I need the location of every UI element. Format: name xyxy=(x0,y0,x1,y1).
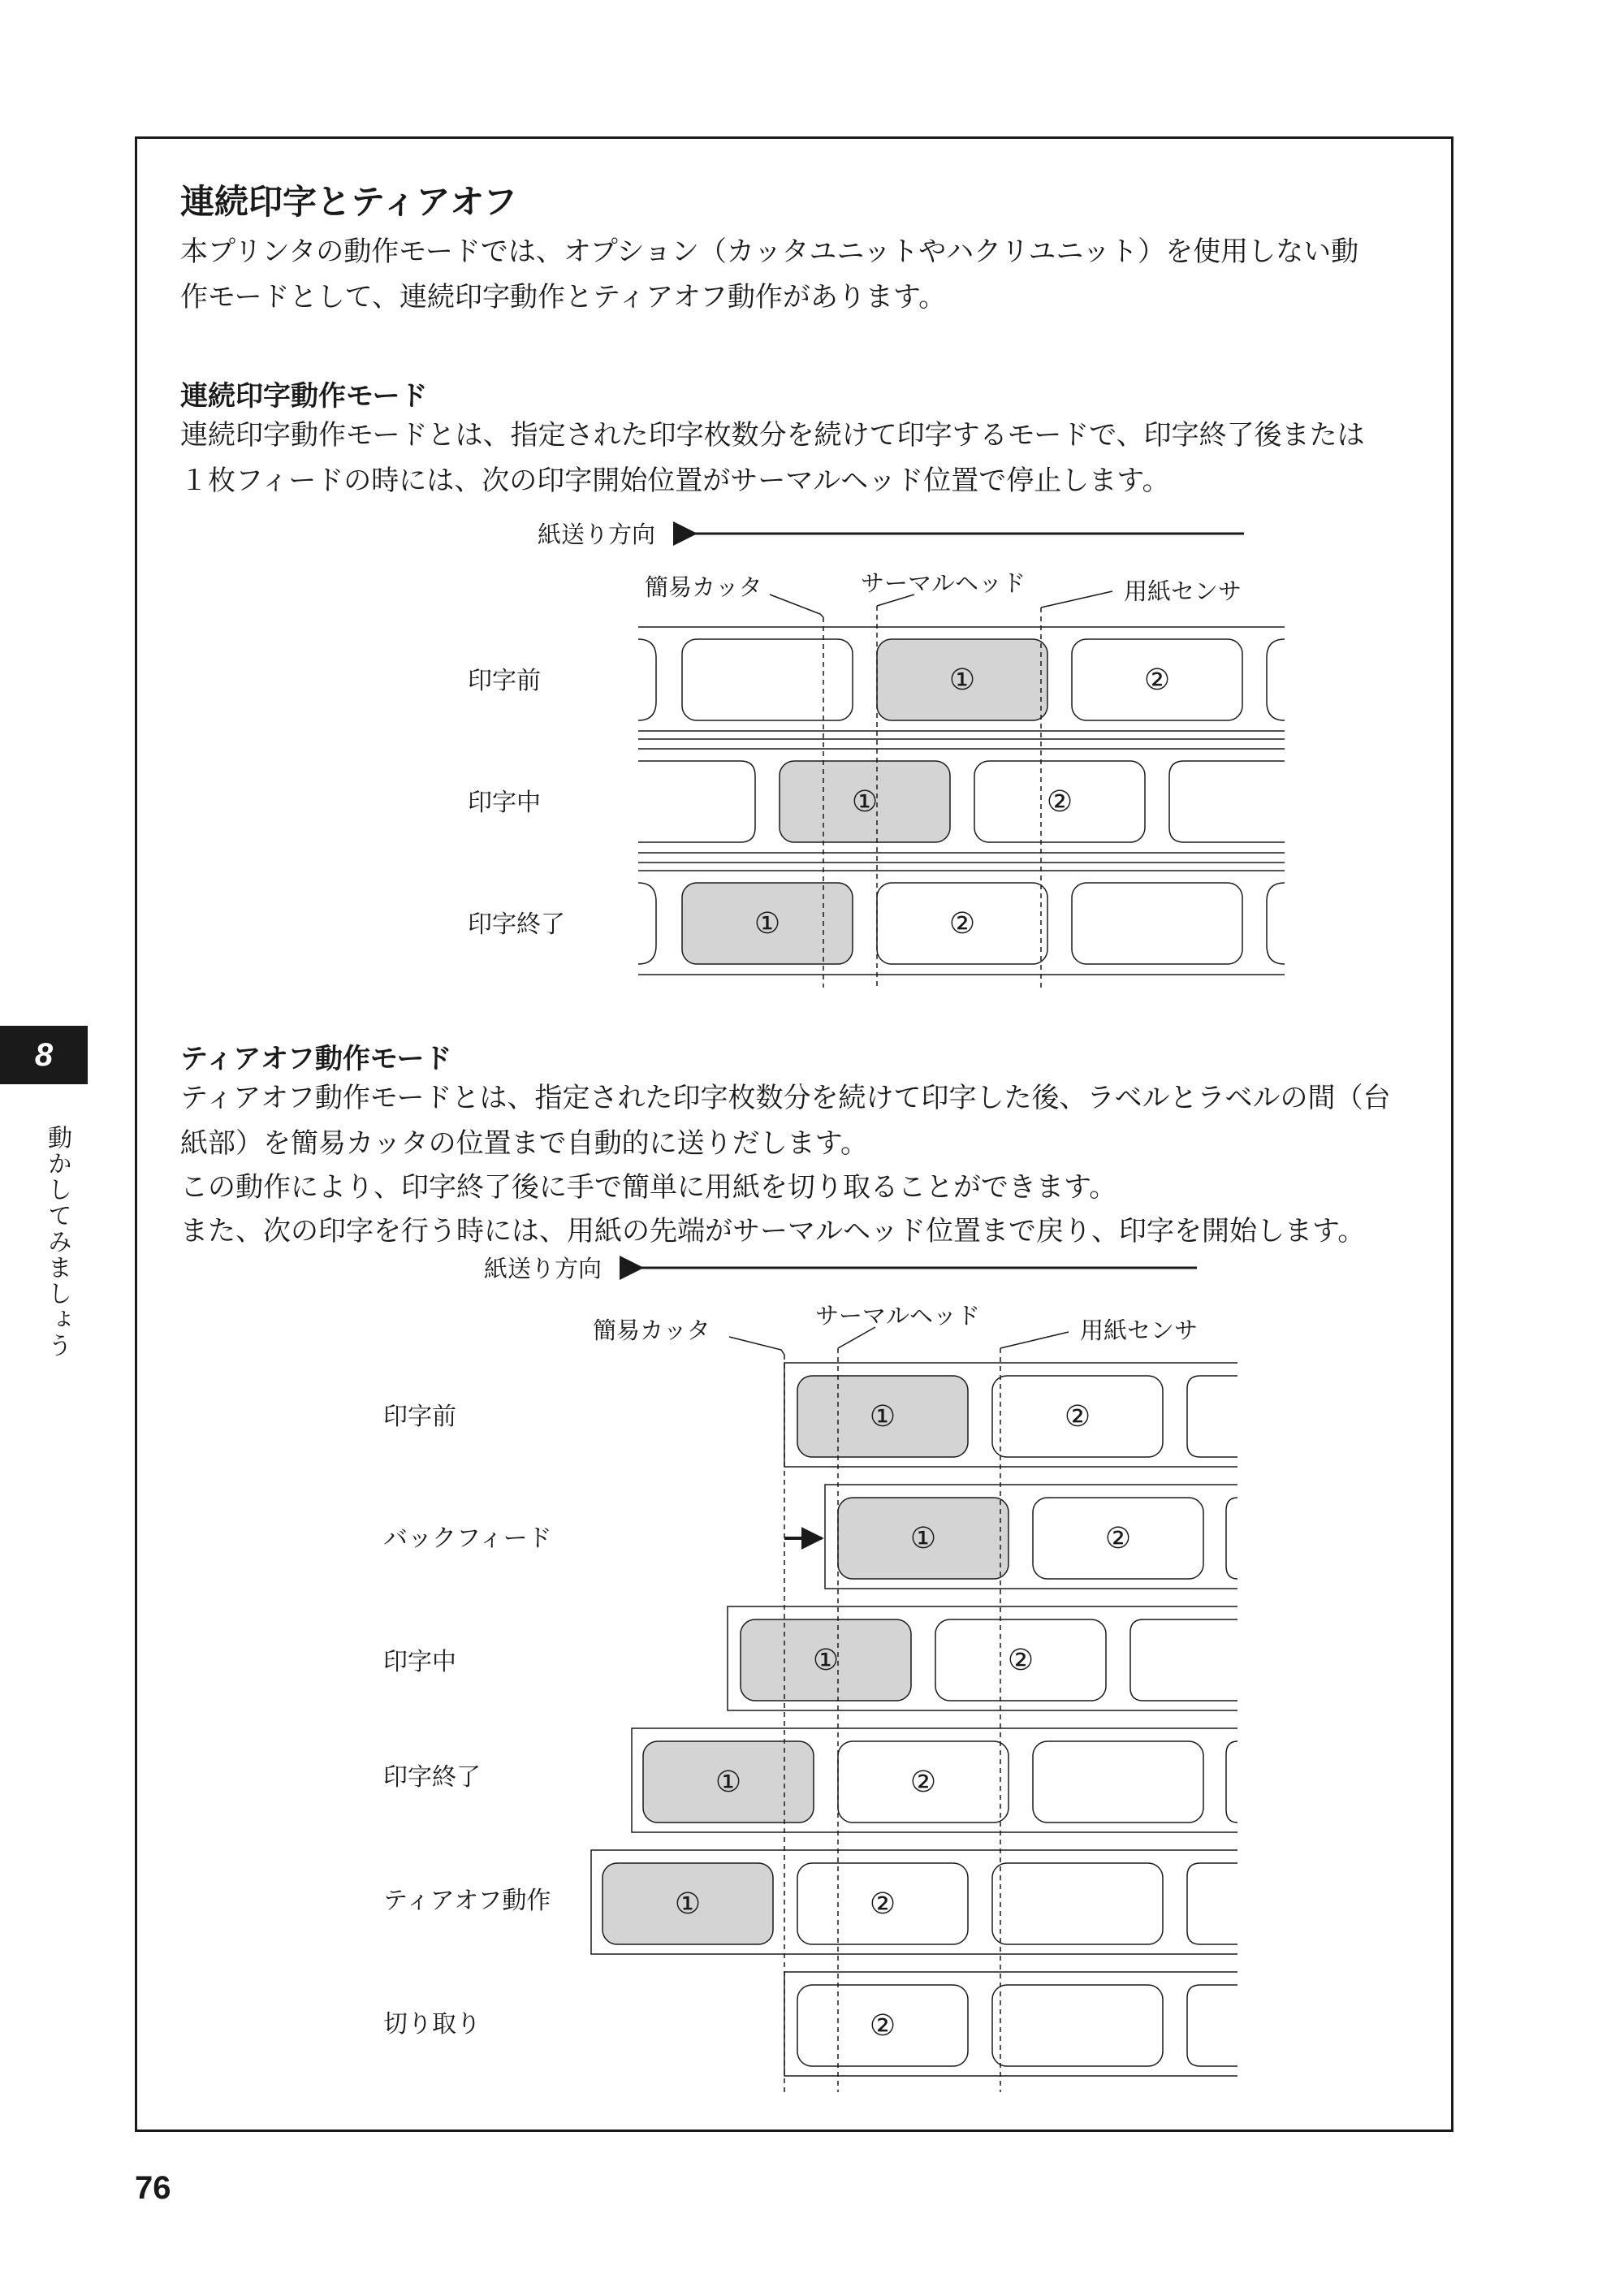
label-partial xyxy=(1226,1741,1237,1823)
intro-line-2: 作モードとして、連続印字動作とティアオフ動作があります。 xyxy=(180,281,947,313)
continuous-row-label-printing: 印字中 xyxy=(468,789,541,817)
continuous-body-line-1: 連続印字動作モードとは、指定された印字枚数分を続けて印字するモードで、印字終了後または xyxy=(180,419,1365,452)
label-partial xyxy=(1226,1498,1237,1579)
tearoff-row-label-tearoff: ティアオフ動作 xyxy=(383,1887,551,1915)
label-2-mark: ② xyxy=(869,1887,896,1921)
label-blank xyxy=(1187,1376,1237,1457)
label-1-mark: ① xyxy=(754,907,781,940)
tearoff-body-line-2: 紙部）を簡易カッタの位置まで自動的に送りだします。 xyxy=(180,1127,868,1160)
tearoff-head-leader xyxy=(838,1327,875,1348)
intro-line-1: 本プリンタの動作モードでは、オプション（カッタユニットやハクリユニット）を使用しない動 xyxy=(180,236,1359,268)
tearoff-heading: ティアオフ動作モード xyxy=(180,1043,452,1075)
label-blank xyxy=(992,1863,1163,1944)
label-2-mark: ② xyxy=(1143,664,1171,697)
tearoff-row-label-backfeed: バックフィード xyxy=(383,1524,552,1553)
continuous-head-label: サーマルヘッド xyxy=(861,569,1026,597)
tearoff-body-line-1: ティアオフ動作モードとは、指定された印字枚数分を続けて印字した後、ラベルとラベルの間（台 xyxy=(180,1082,1391,1114)
label-2-mark: ② xyxy=(1007,1644,1034,1677)
label-2-mark: ② xyxy=(1064,1400,1091,1433)
tearoff-row-label-cut: 切り取り xyxy=(383,2010,481,2039)
label-1-mark: ① xyxy=(909,1522,937,1555)
label-blank xyxy=(1187,1985,1237,2066)
label-2-mark: ② xyxy=(869,2009,896,2043)
tearoff-row-label-finished: 印字終了 xyxy=(383,1763,481,1792)
tearoff-row-label-printing: 印字中 xyxy=(383,1648,456,1676)
label-1-mark: ① xyxy=(869,1400,896,1433)
label-1-mark: ① xyxy=(674,1887,702,1921)
tearoff-body-line-4: また、次の印字を行う時には、用紙の先端がサーマルヘッド位置まで戻り、印字を開始します。 xyxy=(180,1215,1366,1247)
label-blank xyxy=(1187,1863,1237,1944)
chapter-title: 動かしてみましょう xyxy=(43,1125,71,1359)
tearoff-feed-direction-label: 紙送り方向 xyxy=(484,1255,603,1282)
label-2-mark: ② xyxy=(1046,785,1073,819)
label-1-mark: ① xyxy=(812,1644,840,1677)
tearoff-row-label-before: 印字前 xyxy=(383,1403,456,1431)
tearoff-cutter-leader xyxy=(729,1337,784,1355)
label-2-mark: ② xyxy=(948,907,976,940)
tearoff-cutter-label: 簡易カッタ xyxy=(593,1317,710,1344)
label-1-mark: ① xyxy=(948,664,976,697)
continuous-heading: 連続印字動作モード xyxy=(180,380,428,413)
label-2-mark: ② xyxy=(1104,1522,1132,1555)
continuous-sensor-label: 用紙センサ xyxy=(1124,577,1242,605)
chapter-tab: 8 xyxy=(0,1026,88,1084)
label-1-mark: ① xyxy=(851,785,879,819)
tearoff-sensor-leader xyxy=(1000,1332,1069,1348)
label-blank xyxy=(1033,1741,1203,1823)
continuous-row-label-finished: 印字終了 xyxy=(468,910,565,939)
label-1-mark: ① xyxy=(715,1766,742,1799)
label-2-mark: ② xyxy=(909,1766,937,1799)
section-title: 連続印字とティアオフ xyxy=(180,182,517,222)
tearoff-sensor-label: 用紙センサ xyxy=(1080,1317,1199,1344)
continuous-body-line-2: １枚フィードの時には、次の印字開始位置がサーマルヘッド位置で停止します。 xyxy=(180,465,1170,497)
label-blank xyxy=(1130,1619,1237,1701)
continuous-feed-direction-label: 紙送り方向 xyxy=(538,521,656,548)
continuous-row-label-before: 印字前 xyxy=(468,667,541,695)
continuous-cutter-label: 簡易カッタ xyxy=(645,573,762,601)
page-number: 76 xyxy=(135,2170,171,2206)
tearoff-head-label: サーマルヘッド xyxy=(815,1302,981,1330)
tearoff-body-line-3: この動作により、印字終了後に手で簡単に用紙を切り取ることができます。 xyxy=(180,1171,1117,1204)
label-blank xyxy=(992,1985,1163,2066)
